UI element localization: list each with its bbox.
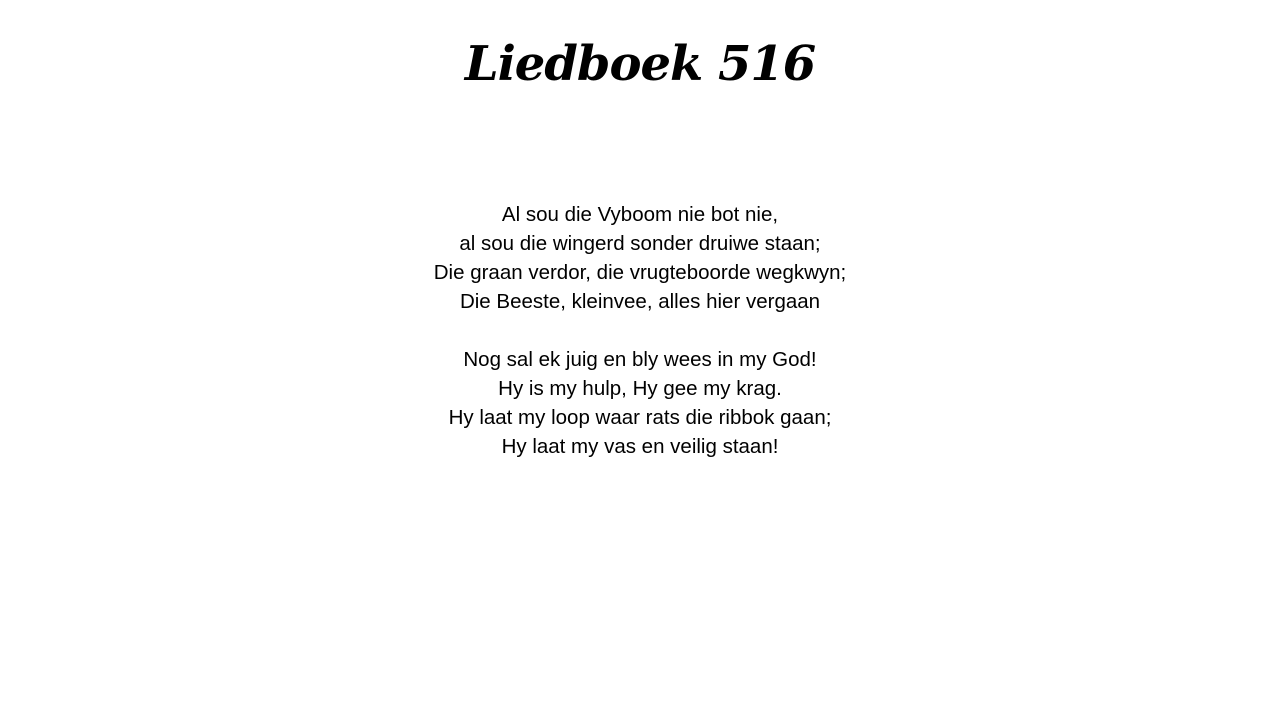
lyric-line: Hy is my hulp, Hy gee my krag. bbox=[498, 377, 782, 400]
stanza-1 bbox=[0, 200, 1280, 316]
song-lyrics bbox=[0, 200, 1280, 461]
lyric-line: Die Beeste, kleinvee, alles hier vergaan bbox=[459, 290, 821, 313]
lyric-line: Hy laat my vas en veilig staan! bbox=[501, 435, 779, 458]
slide-title: Liedboek 516 bbox=[464, 36, 816, 92]
stanza-2 bbox=[0, 345, 1280, 461]
lyric-line: Die graan verdor, die vrugteboorde wegkwyn; bbox=[433, 261, 847, 284]
lyric-line: al sou die wingerd sonder druiwe staan; bbox=[459, 232, 821, 255]
lyric-line: Nog sal ek juig en bly wees in my God! bbox=[463, 348, 817, 371]
lyric-line: Al sou die Vyboom nie bot nie, bbox=[501, 203, 779, 226]
lyric-line: Hy laat my loop waar rats die ribbok gaan; bbox=[448, 406, 832, 429]
